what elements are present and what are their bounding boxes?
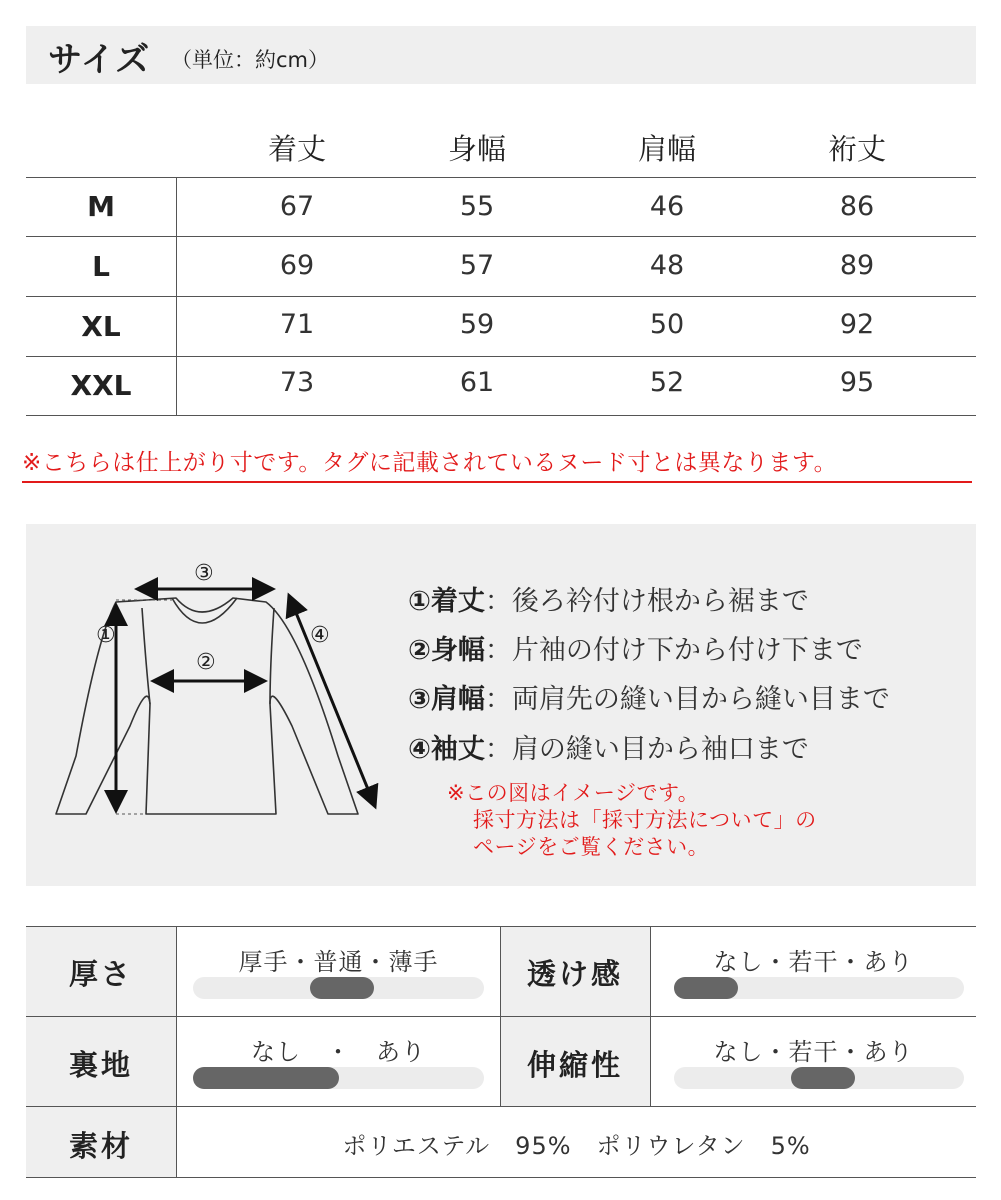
table-cell: 73 <box>279 367 315 398</box>
stretch-label: 伸縮性 <box>526 1048 623 1082</box>
sheer-label: 透け感 <box>526 957 623 991</box>
table-cell: 95 <box>839 367 875 398</box>
sheer-scale: なし・若干・あり <box>713 948 914 976</box>
measure-item-width <box>408 628 863 667</box>
table-cell: 71 <box>279 309 315 340</box>
stretch-scale: なし・若干・あり <box>713 1038 914 1066</box>
table-cell: 61 <box>459 367 495 398</box>
stretch-track <box>674 1067 964 1089</box>
thickness-label: 厚さ <box>68 957 133 991</box>
table-cell: 86 <box>839 191 875 222</box>
table-divider <box>26 1016 976 1017</box>
diagram-mark-3: ③ <box>194 561 214 586</box>
table-vertical-divider <box>176 177 177 415</box>
thickness-track <box>193 977 484 999</box>
measure-key: ④袖丈 <box>408 734 485 765</box>
measure-desc: ：後ろ衿付け根から裾まで <box>484 586 809 617</box>
thickness-indicator <box>310 977 374 999</box>
shirt-diagram <box>48 556 388 826</box>
row-header-m: M <box>87 190 115 223</box>
col-header-width: 身幅 <box>447 132 506 166</box>
diagram-mark-1: ① <box>96 623 116 648</box>
table-divider <box>26 1106 976 1107</box>
table-cell: 46 <box>649 191 685 222</box>
col-header-shoulder: 肩幅 <box>637 132 696 166</box>
table-cell: 48 <box>649 250 685 281</box>
measure-desc: ：片袖の付け下から付け下まで <box>484 635 863 666</box>
stretch-indicator <box>791 1067 855 1089</box>
table-divider <box>26 236 976 237</box>
size-title: サイズ <box>48 40 151 80</box>
lining-label: 裏地 <box>68 1048 133 1082</box>
diagram-mark-4: ④ <box>310 623 330 648</box>
measure-item-length <box>408 579 809 618</box>
lining-indicator <box>193 1067 339 1089</box>
finished-size-note: ※こちらは仕上がり寸です。タグに記載されているヌード寸とは異なります。 <box>22 450 838 476</box>
lining-scale: なし ・ あり <box>251 1038 426 1066</box>
size-header <box>26 26 976 84</box>
diagram-mark-2: ② <box>196 650 216 675</box>
table-divider <box>26 356 976 357</box>
measure-item-sleeve <box>408 727 809 766</box>
diagram-note-line-3: ページをご覧ください。 <box>473 835 710 859</box>
lining-track <box>193 1067 484 1089</box>
note-underline <box>22 481 972 483</box>
measure-key: ①着丈 <box>408 586 485 617</box>
row-header-l: L <box>92 250 110 283</box>
col-header-length: 着丈 <box>267 132 326 166</box>
measure-item-shoulder <box>408 677 890 716</box>
measure-desc: ：両肩先の縫い目から縫い目まで <box>484 684 890 715</box>
size-unit: （単位：約cm） <box>171 48 330 72</box>
measure-key: ③肩幅 <box>408 684 485 715</box>
col-header-sleeve: 裄丈 <box>827 132 886 166</box>
sheer-indicator <box>674 977 738 999</box>
table-divider <box>26 296 976 297</box>
table-cell: 57 <box>459 250 495 281</box>
table-divider <box>26 415 976 416</box>
table-cell: 67 <box>279 191 315 222</box>
material-value: ポリエステル 95% ポリウレタン 5% <box>342 1132 811 1160</box>
table-cell: 59 <box>459 309 495 340</box>
table-divider <box>26 177 976 178</box>
row-header-xxl: XXL <box>70 369 132 402</box>
table-cell: 69 <box>279 250 315 281</box>
thickness-scale: 厚手・普通・薄手 <box>238 948 439 976</box>
diagram-note-line-2: 採寸方法は「採寸方法について」の <box>473 808 817 832</box>
table-cell: 52 <box>649 367 685 398</box>
row-header-xl: XL <box>81 310 121 343</box>
table-cell: 89 <box>839 250 875 281</box>
table-divider <box>26 926 976 927</box>
sheer-track <box>674 977 964 999</box>
table-divider <box>26 1177 976 1178</box>
material-label: 素材 <box>68 1129 133 1163</box>
table-cell: 50 <box>649 309 685 340</box>
table-cell: 92 <box>839 309 875 340</box>
measure-key: ②身幅 <box>408 635 485 666</box>
diagram-note-line-1: ※この図はイメージです。 <box>447 781 700 805</box>
table-cell: 55 <box>459 191 495 222</box>
measure-desc: ：肩の縫い目から袖口まで <box>484 734 809 765</box>
